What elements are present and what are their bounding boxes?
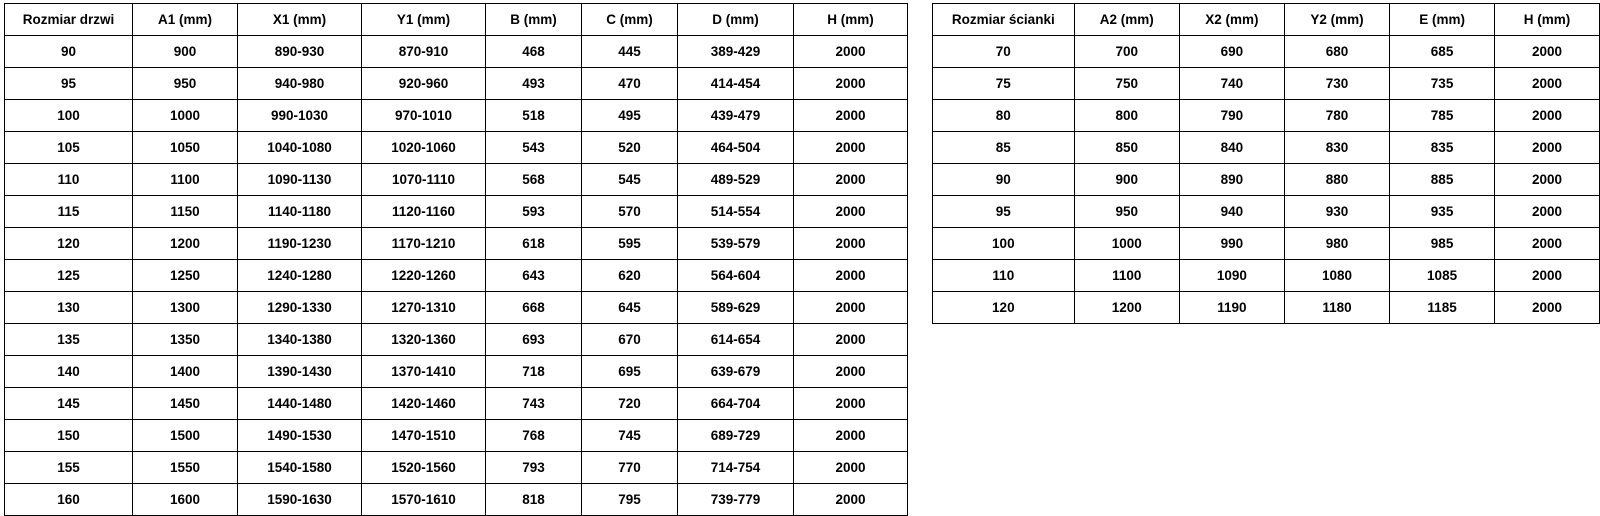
cell: 1200 <box>1074 292 1179 324</box>
cell: 75 <box>933 68 1075 100</box>
cell: 985 <box>1390 228 1495 260</box>
cell: 689-729 <box>678 420 794 452</box>
cell: 100 <box>5 100 133 132</box>
table-row <box>5 68 908 100</box>
table-row <box>933 228 1600 260</box>
cell: 730 <box>1284 68 1389 100</box>
cell: 155 <box>5 452 133 484</box>
cell: 1400 <box>133 356 238 388</box>
cell: 1070-1110 <box>362 164 486 196</box>
table-row <box>5 324 908 356</box>
wall-size-table-body <box>933 36 1600 324</box>
cell: 2000 <box>1495 36 1600 68</box>
cell: 2000 <box>794 68 908 100</box>
cell: 800 <box>1074 100 1179 132</box>
cell: 2000 <box>1495 292 1600 324</box>
cell: 743 <box>486 388 582 420</box>
cell: 95 <box>5 68 133 100</box>
cell: 1180 <box>1284 292 1389 324</box>
cell: 1540-1580 <box>238 452 362 484</box>
cell: 110 <box>933 260 1075 292</box>
table-row <box>5 164 908 196</box>
cell: 1020-1060 <box>362 132 486 164</box>
column-header-rozmiar-drzwi: Rozmiar drzwi <box>5 4 133 36</box>
cell: 745 <box>582 420 678 452</box>
cell: 1000 <box>133 100 238 132</box>
cell: 1120-1160 <box>362 196 486 228</box>
cell: 900 <box>133 36 238 68</box>
cell: 770 <box>582 452 678 484</box>
cell: 690 <box>1179 36 1284 68</box>
cell: 670 <box>582 324 678 356</box>
cell: 620 <box>582 260 678 292</box>
cell: 130 <box>5 292 133 324</box>
cell: 693 <box>486 324 582 356</box>
cell: 1470-1510 <box>362 420 486 452</box>
cell: 1270-1310 <box>362 292 486 324</box>
cell: 564-604 <box>678 260 794 292</box>
cell: 1340-1380 <box>238 324 362 356</box>
cell: 750 <box>1074 68 1179 100</box>
cell: 1100 <box>133 164 238 196</box>
cell: 468 <box>486 36 582 68</box>
cell: 120 <box>933 292 1075 324</box>
cell: 1590-1630 <box>238 484 362 516</box>
cell: 2000 <box>1495 260 1600 292</box>
cell: 1085 <box>1390 260 1495 292</box>
door-size-table <box>4 3 908 516</box>
cell: 2000 <box>1495 68 1600 100</box>
cell: 850 <box>1074 132 1179 164</box>
cell: 835 <box>1390 132 1495 164</box>
wall-size-table-head <box>933 4 1600 36</box>
cell: 589-629 <box>678 292 794 324</box>
cell: 830 <box>1284 132 1389 164</box>
cell: 680 <box>1284 36 1389 68</box>
cell: 2000 <box>794 324 908 356</box>
cell: 1320-1360 <box>362 324 486 356</box>
cell: 70 <box>933 36 1075 68</box>
cell: 785 <box>1390 100 1495 132</box>
cell: 980 <box>1284 228 1389 260</box>
table-row <box>5 260 908 292</box>
cell: 1050 <box>133 132 238 164</box>
cell: 2000 <box>1495 228 1600 260</box>
cell: 714-754 <box>678 452 794 484</box>
cell: 790 <box>1179 100 1284 132</box>
table-row <box>5 484 908 516</box>
cell: 970-1010 <box>362 100 486 132</box>
cell: 930 <box>1284 196 1389 228</box>
column-header-x2: X2 (mm) <box>1179 4 1284 36</box>
cell: 639-679 <box>678 356 794 388</box>
cell: 1600 <box>133 484 238 516</box>
cell: 1520-1560 <box>362 452 486 484</box>
cell: 514-554 <box>678 196 794 228</box>
cell: 950 <box>133 68 238 100</box>
cell: 518 <box>486 100 582 132</box>
cell: 1350 <box>133 324 238 356</box>
table-header-row <box>933 4 1600 36</box>
wall-size-table-container <box>932 3 1600 324</box>
door-size-table-body <box>5 36 908 516</box>
cell: 2000 <box>1495 132 1600 164</box>
cell: 793 <box>486 452 582 484</box>
table-row <box>933 260 1600 292</box>
table-row <box>5 196 908 228</box>
cell: 1420-1460 <box>362 388 486 420</box>
cell: 2000 <box>794 164 908 196</box>
cell: 2000 <box>794 132 908 164</box>
cell: 2000 <box>794 388 908 420</box>
column-header-a1: A1 (mm) <box>133 4 238 36</box>
cell: 120 <box>5 228 133 260</box>
cell: 940 <box>1179 196 1284 228</box>
column-header-e: E (mm) <box>1390 4 1495 36</box>
cell: 593 <box>486 196 582 228</box>
cell: 768 <box>486 420 582 452</box>
cell: 2000 <box>794 228 908 260</box>
table-row <box>933 36 1600 68</box>
cell: 2000 <box>1495 100 1600 132</box>
cell: 2000 <box>794 356 908 388</box>
cell: 1240-1280 <box>238 260 362 292</box>
table-row <box>5 356 908 388</box>
cell: 1450 <box>133 388 238 420</box>
cell: 840 <box>1179 132 1284 164</box>
cell: 614-654 <box>678 324 794 356</box>
table-row <box>933 132 1600 164</box>
column-header-x1: X1 (mm) <box>238 4 362 36</box>
cell: 950 <box>1074 196 1179 228</box>
table-row <box>933 292 1600 324</box>
cell: 115 <box>5 196 133 228</box>
cell: 735 <box>1390 68 1495 100</box>
cell: 720 <box>582 388 678 420</box>
column-header-y1: Y1 (mm) <box>362 4 486 36</box>
cell: 1090 <box>1179 260 1284 292</box>
cell: 150 <box>5 420 133 452</box>
cell: 110 <box>5 164 133 196</box>
cell: 695 <box>582 356 678 388</box>
cell: 1250 <box>133 260 238 292</box>
cell: 643 <box>486 260 582 292</box>
cell: 105 <box>5 132 133 164</box>
cell: 125 <box>5 260 133 292</box>
cell: 1170-1210 <box>362 228 486 260</box>
cell: 2000 <box>794 196 908 228</box>
cell: 1390-1430 <box>238 356 362 388</box>
cell: 920-960 <box>362 68 486 100</box>
column-header-h: H (mm) <box>1495 4 1600 36</box>
cell: 1190-1230 <box>238 228 362 260</box>
cell: 520 <box>582 132 678 164</box>
cell: 1190 <box>1179 292 1284 324</box>
cell: 618 <box>486 228 582 260</box>
cell: 493 <box>486 68 582 100</box>
cell: 464-504 <box>678 132 794 164</box>
cell: 990-1030 <box>238 100 362 132</box>
cell: 495 <box>582 100 678 132</box>
cell: 940-980 <box>238 68 362 100</box>
table-row <box>5 292 908 324</box>
column-header-rozmiar-scianki: Rozmiar ścianki <box>933 4 1075 36</box>
cell: 739-779 <box>678 484 794 516</box>
cell: 885 <box>1390 164 1495 196</box>
cell: 1040-1080 <box>238 132 362 164</box>
table-row <box>933 164 1600 196</box>
table-row <box>5 36 908 68</box>
cell: 668 <box>486 292 582 324</box>
cell: 718 <box>486 356 582 388</box>
cell: 100 <box>933 228 1075 260</box>
door-size-table-container <box>4 3 908 516</box>
cell: 2000 <box>794 292 908 324</box>
table-row <box>933 68 1600 100</box>
cell: 140 <box>5 356 133 388</box>
cell: 890-930 <box>238 36 362 68</box>
cell: 1490-1530 <box>238 420 362 452</box>
cell: 780 <box>1284 100 1389 132</box>
cell: 90 <box>933 164 1075 196</box>
table-row <box>933 100 1600 132</box>
cell: 539-579 <box>678 228 794 260</box>
cell: 1090-1130 <box>238 164 362 196</box>
cell: 95 <box>933 196 1075 228</box>
cell: 470 <box>582 68 678 100</box>
cell: 664-704 <box>678 388 794 420</box>
cell: 439-479 <box>678 100 794 132</box>
cell: 1185 <box>1390 292 1495 324</box>
cell: 700 <box>1074 36 1179 68</box>
table-row <box>5 132 908 164</box>
cell: 389-429 <box>678 36 794 68</box>
cell: 1100 <box>1074 260 1179 292</box>
cell: 570 <box>582 196 678 228</box>
cell: 880 <box>1284 164 1389 196</box>
cell: 445 <box>582 36 678 68</box>
cell: 900 <box>1074 164 1179 196</box>
table-row <box>933 196 1600 228</box>
cell: 2000 <box>794 100 908 132</box>
cell: 2000 <box>794 260 908 292</box>
cell: 1500 <box>133 420 238 452</box>
cell: 2000 <box>1495 196 1600 228</box>
cell: 595 <box>582 228 678 260</box>
table-row <box>5 228 908 260</box>
table-row <box>5 420 908 452</box>
cell: 1140-1180 <box>238 196 362 228</box>
cell: 90 <box>5 36 133 68</box>
column-header-c: C (mm) <box>582 4 678 36</box>
cell: 1550 <box>133 452 238 484</box>
cell: 645 <box>582 292 678 324</box>
column-header-d: D (mm) <box>678 4 794 36</box>
cell: 1290-1330 <box>238 292 362 324</box>
cell: 1570-1610 <box>362 484 486 516</box>
cell: 2000 <box>794 484 908 516</box>
cell: 935 <box>1390 196 1495 228</box>
column-header-h: H (mm) <box>794 4 908 36</box>
wall-size-table <box>932 3 1600 324</box>
cell: 85 <box>933 132 1075 164</box>
cell: 795 <box>582 484 678 516</box>
cell: 543 <box>486 132 582 164</box>
cell: 568 <box>486 164 582 196</box>
table-row <box>5 100 908 132</box>
cell: 414-454 <box>678 68 794 100</box>
cell: 135 <box>5 324 133 356</box>
cell: 1440-1480 <box>238 388 362 420</box>
cell: 2000 <box>794 452 908 484</box>
cell: 1000 <box>1074 228 1179 260</box>
cell: 2000 <box>794 420 908 452</box>
cell: 1080 <box>1284 260 1389 292</box>
cell: 545 <box>582 164 678 196</box>
cell: 80 <box>933 100 1075 132</box>
cell: 160 <box>5 484 133 516</box>
cell: 870-910 <box>362 36 486 68</box>
column-header-a2: A2 (mm) <box>1074 4 1179 36</box>
table-row <box>5 388 908 420</box>
table-row <box>5 452 908 484</box>
cell: 145 <box>5 388 133 420</box>
cell: 1300 <box>133 292 238 324</box>
cell: 685 <box>1390 36 1495 68</box>
cell: 1220-1260 <box>362 260 486 292</box>
cell: 1150 <box>133 196 238 228</box>
column-header-b: B (mm) <box>486 4 582 36</box>
cell: 890 <box>1179 164 1284 196</box>
cell: 1200 <box>133 228 238 260</box>
table-header-row <box>5 4 908 36</box>
cell: 1370-1410 <box>362 356 486 388</box>
cell: 2000 <box>1495 164 1600 196</box>
column-header-y2: Y2 (mm) <box>1284 4 1389 36</box>
door-size-table-head <box>5 4 908 36</box>
cell: 990 <box>1179 228 1284 260</box>
cell: 818 <box>486 484 582 516</box>
cell: 489-529 <box>678 164 794 196</box>
cell: 740 <box>1179 68 1284 100</box>
cell: 2000 <box>794 36 908 68</box>
